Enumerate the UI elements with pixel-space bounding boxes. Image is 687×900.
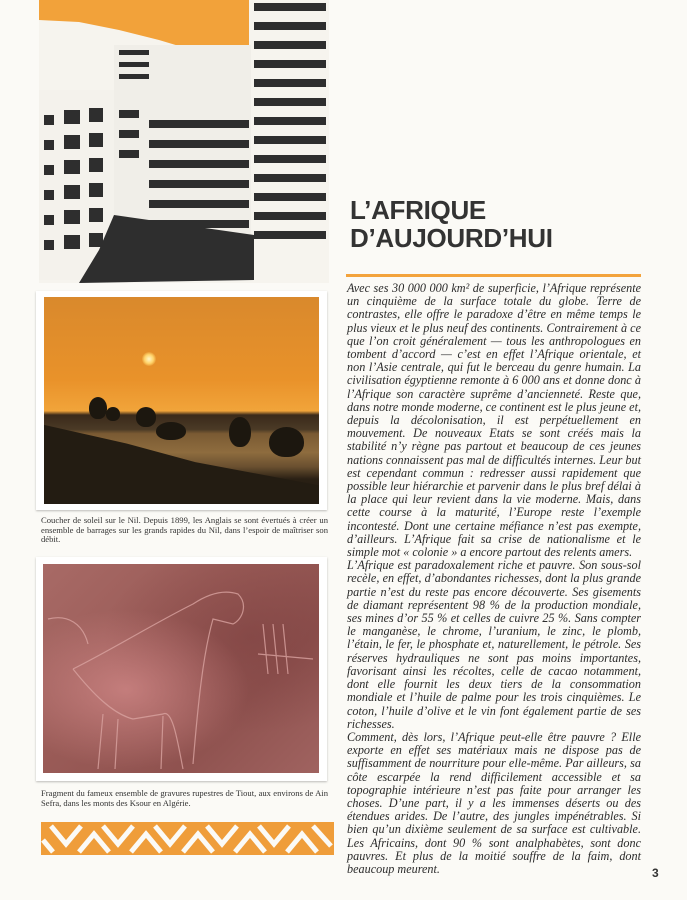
- nile-sunset-photo: [36, 291, 327, 510]
- title-line-1: L’AFRIQUE: [350, 195, 486, 225]
- title-line-2: D’AUJOURD’HUI: [350, 223, 553, 253]
- palm-tree: [106, 407, 120, 421]
- zigzag-pattern-icon: [41, 822, 334, 855]
- article-paragraph: Avec ses 30 000 000 km² de superficie, l’Afrique représente un cinquième de la surface totale du globe. Terre de contrastes, elle offre le paradoxe d’être en même temps le plus vieux et le plus neuf des continents. Contrairement à ce que l’on croit généralement — tous les anthropologues en tombent d’accord — c’est en effet l’Afrique orientale, et non l’Asie centrale, qui fut le berceau du genre humain. La civilisation égyptienne remonte à 6 000 ans et donne donc à l’Afrique son caractère suprême d’ancienneté. Reste que, dans notre monde moderne, ce continent est le plus jeune et, depuis la décolonisation, il est perpétuellement en mouvement. De nouveaux Etats se sont créés mais la stabilité n’y règne pas partout et beaucoup de ces jeunes nations connaissent pas mal de difficultés internes. Leur but est cependant commun : redresser aussi rapidement que possible leur hiérarchie et parvenir dans le plus bref délai à la place qui leur revient dans la vie moderne. Mais, dans cette course à la maturité, l’Europe reste l’exemple incontesté. Dont une certaine méfiance n’est pas exempte, d’ailleurs. L’Afrique fait sa crise de nationalisme et le simple mot « colonie » a encore partout des relents amers.: [347, 281, 642, 560]
- rock-caption: Fragment du fameux ensemble de gravures rupestres de Tiout, aux environs de Ain Sefra, dans les monts des Ksour en Algérie.: [41, 788, 328, 808]
- sunset-scene: [44, 297, 319, 504]
- sun-icon: [142, 352, 156, 366]
- palm-tree: [89, 397, 107, 419]
- sunset-caption: Coucher de soleil sur le Nil. Depuis 1899, les Anglais se sont évertués à créer un ensemble de barrages sur les grands rapides du Nil, dans l’espoir de maîtriser son débit.: [41, 515, 328, 545]
- city-illustration: [39, 0, 329, 283]
- article-paragraph: Comment, dès lors, l’Afrique peut-elle être pauvre ? Elle exporte en effet ses matériaux mais ne dispose pas de suffisamment de nourriture pour elle-même. Par ailleurs, sa côte escarpée la rend difficilement accessible et sa topographie intérieure n’est pas faite pour arranger les choses. D’une part, il y a les immenses déserts ou des étendues arides. De l’autre, des jungles impénétrables. Si bien qu’un dixième seulement de sa surface est cultivable. Les Africains, dont 90 % sont analphabètes, sont donc pauvres. Et plus de la moitié souffre de la faim, dont beaucoup meurent.: [347, 729, 641, 876]
- palm-tree: [229, 417, 251, 447]
- title-divider: [346, 274, 641, 277]
- rock-engraving-photo: [36, 557, 327, 781]
- page-number: 3: [652, 866, 659, 880]
- rock-surface: [43, 564, 319, 773]
- bush: [156, 422, 186, 440]
- zigzag-decorative-band: [41, 822, 334, 855]
- city-buildings-image: [39, 0, 329, 283]
- giraffe-engraving: [43, 564, 319, 773]
- palm-tree: [269, 427, 304, 457]
- article-paragraph: L’Afrique est paradoxalement riche et pauvre. Son sous-sol recèle, en effet, d’abondantes richesses, dont la plus grande partie n’est du reste pas encore découverte. Ses gisements de diamant représentent 98 % de la production mondiale, ses mines d’or 55 % et celles de cuivre 25 %. Sans compter le manganèse, le chrome, l’uranium, le zinc, le plomb, l’étain, le fer, le phosphate et, naturellement, le pétrole. Ses réserves hydrauliques ne sont pas moins importantes, favorisant ainsi les récoltes, celle de cacao notamment, dont elle fournit les deux tiers de la consommation mondiale et l’huile de palme pour les trois cinquièmes. Le coton, l’huile d’olive et le vin font également partie de ses richesses.: [347, 558, 641, 731]
- palm-tree: [136, 407, 156, 427]
- article-body: [347, 282, 641, 876]
- page-title: [350, 196, 650, 252]
